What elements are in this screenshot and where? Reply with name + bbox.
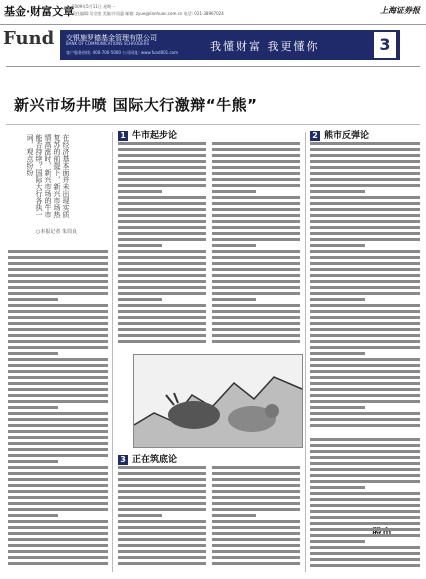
- body-text-block: [310, 438, 420, 572]
- text-line: [310, 250, 420, 253]
- text-line: [212, 214, 300, 217]
- text-line: [118, 526, 206, 529]
- text-line: [212, 538, 300, 541]
- text-line: [310, 238, 420, 241]
- page-header: [0, 0, 426, 25]
- text-line: [310, 534, 420, 537]
- text-line: [118, 262, 206, 265]
- text-line: [310, 394, 420, 397]
- text-line: [8, 334, 108, 337]
- fund-label: Fund: [3, 28, 55, 49]
- text-line: [8, 448, 108, 451]
- text-line: [118, 250, 206, 253]
- text-line: [8, 268, 108, 271]
- text-line: [118, 502, 206, 505]
- article-headline: 新兴市场井喷 国际大行激辩“牛熊”: [14, 96, 258, 114]
- intro-author: ○本报记者 朱周良: [36, 229, 77, 235]
- text-line: [8, 550, 108, 553]
- text-line: [212, 166, 300, 169]
- text-line: [8, 472, 108, 475]
- text-line: [118, 208, 206, 211]
- text-line: [310, 364, 420, 367]
- ad-banner: [60, 30, 400, 60]
- text-line: [212, 556, 300, 559]
- text-line: [310, 486, 365, 489]
- section-badge: 1: [118, 131, 128, 141]
- text-line: [310, 456, 420, 459]
- text-line: [118, 184, 206, 187]
- section-3-heading: [118, 452, 177, 465]
- text-line: [310, 298, 365, 301]
- text-line: [8, 250, 108, 253]
- text-line: [212, 178, 300, 181]
- text-line: [310, 522, 420, 525]
- text-line: [310, 352, 365, 355]
- text-line: [8, 532, 108, 535]
- text-line: [8, 412, 108, 415]
- text-line: [8, 460, 58, 463]
- text-line: [310, 424, 420, 427]
- text-line: [310, 498, 420, 501]
- text-line: [212, 340, 300, 343]
- stock-market-illustration: [133, 354, 303, 448]
- text-line: [310, 328, 420, 331]
- text-line: [118, 268, 206, 271]
- banner-hotline: 客户服务热线: 400-700-5000 公司网址: www.fund001.com: [66, 50, 179, 55]
- text-line: [310, 148, 420, 151]
- text-line: [8, 520, 108, 523]
- text-line: [118, 322, 206, 325]
- section-2-heading: [310, 128, 369, 141]
- text-line: [310, 262, 420, 265]
- text-line: [310, 444, 420, 447]
- text-line: [118, 490, 206, 493]
- text-line: [8, 298, 58, 301]
- text-line: [310, 226, 420, 229]
- text-line: [212, 232, 300, 235]
- text-line: [8, 406, 58, 409]
- text-line: [118, 538, 206, 541]
- text-line: [212, 484, 300, 487]
- text-line: [212, 208, 300, 211]
- text-line: [118, 478, 206, 481]
- text-line: [310, 322, 420, 325]
- text-line: [212, 328, 300, 331]
- banner-slogan: 我懂财富 我更懂你: [210, 40, 320, 53]
- text-line: [212, 226, 300, 229]
- text-line: [310, 274, 420, 277]
- text-line: [212, 298, 256, 301]
- text-line: [310, 160, 420, 163]
- body-text-block: [310, 142, 420, 432]
- text-line: [212, 196, 300, 199]
- text-line: [8, 508, 108, 511]
- text-line: [212, 154, 300, 157]
- page-number: 3: [374, 32, 396, 58]
- text-line: [118, 178, 206, 181]
- text-line: [8, 502, 108, 505]
- text-line: [310, 492, 420, 495]
- text-line: [8, 376, 108, 379]
- text-line: [8, 442, 108, 445]
- text-line: [212, 262, 300, 265]
- text-line: [8, 514, 58, 517]
- text-line: [212, 322, 300, 325]
- text-line: [310, 286, 420, 289]
- text-line: [118, 220, 206, 223]
- text-line: [310, 184, 420, 187]
- text-line: [212, 268, 300, 271]
- text-line: [310, 196, 420, 199]
- text-line: [8, 388, 108, 391]
- text-line: [118, 202, 206, 205]
- text-line: [310, 310, 420, 313]
- text-line: [212, 286, 300, 289]
- text-line: [310, 546, 420, 549]
- text-line: [310, 154, 420, 157]
- text-line: [8, 280, 108, 283]
- text-line: [118, 154, 206, 157]
- text-line: [212, 334, 300, 337]
- text-line: [8, 430, 108, 433]
- text-line: [310, 418, 420, 421]
- text-line: [310, 480, 420, 483]
- section-title: 正在筑底论: [132, 455, 178, 465]
- text-line: [8, 304, 108, 307]
- text-line: [118, 280, 206, 283]
- text-line: [8, 256, 108, 259]
- text-line: [118, 274, 206, 277]
- text-line: [118, 142, 206, 145]
- text-line: [212, 508, 300, 511]
- text-line: [310, 370, 420, 373]
- text-line: [310, 280, 420, 283]
- text-line: [118, 148, 206, 151]
- text-line: [212, 292, 300, 295]
- text-line: [310, 208, 420, 211]
- text-line: [212, 274, 300, 277]
- text-line: [310, 516, 420, 519]
- text-line: [310, 142, 420, 145]
- text-line: [118, 328, 206, 331]
- text-line: [212, 142, 300, 145]
- text-line: [212, 526, 300, 529]
- bull-bear-artwork: [134, 355, 302, 447]
- text-line: [8, 538, 108, 541]
- text-line: [212, 550, 300, 553]
- text-line: [212, 502, 300, 505]
- text-line: [212, 304, 300, 307]
- text-line: [8, 424, 108, 427]
- text-line: [212, 280, 300, 283]
- text-line: [118, 304, 206, 307]
- text-line: [8, 316, 108, 319]
- text-line: [310, 400, 420, 403]
- text-line: [310, 244, 365, 247]
- text-line: [118, 544, 206, 547]
- text-line: [118, 310, 206, 313]
- column-divider: [112, 132, 113, 572]
- text-line: [8, 400, 108, 403]
- text-line: [118, 496, 206, 499]
- text-line: [118, 340, 206, 343]
- text-line: [8, 436, 108, 439]
- text-line: [118, 550, 206, 553]
- text-line: [212, 514, 256, 517]
- text-line: [212, 310, 300, 313]
- text-line: [8, 394, 108, 397]
- text-line: [310, 528, 420, 531]
- text-line: [118, 298, 162, 301]
- header-divider: [6, 66, 420, 67]
- text-line: [118, 232, 206, 235]
- text-line: [310, 304, 420, 307]
- text-line: [212, 520, 300, 523]
- text-line: [310, 256, 420, 259]
- section-badge: 2: [310, 131, 320, 141]
- text-line: [212, 238, 300, 241]
- text-line: [212, 202, 300, 205]
- text-line: [310, 340, 420, 343]
- text-line: [118, 466, 206, 469]
- text-line: [310, 202, 420, 205]
- section-badge: 3: [118, 455, 128, 465]
- text-line: [118, 562, 206, 565]
- text-line: [310, 316, 420, 319]
- text-line: [8, 490, 108, 493]
- text-line: [118, 484, 206, 487]
- text-line: [118, 166, 206, 169]
- text-line: [8, 496, 108, 499]
- text-line: [118, 244, 162, 247]
- text-line: [212, 220, 300, 223]
- text-line: [8, 346, 108, 349]
- text-line: [118, 316, 206, 319]
- text-line: [212, 544, 300, 547]
- text-line: [212, 490, 300, 493]
- text-line: [310, 388, 420, 391]
- text-line: [8, 322, 108, 325]
- column-divider: [305, 132, 306, 572]
- text-line: [310, 412, 420, 415]
- text-line: [310, 172, 420, 175]
- banner-company-en: BANK OF COMMUNICATIONS SCHRODERS: [66, 41, 150, 46]
- text-line: [118, 514, 162, 517]
- body-text-block: [8, 250, 108, 572]
- text-line: [212, 496, 300, 499]
- text-line: [310, 190, 365, 193]
- text-line: [310, 220, 420, 223]
- text-line: [8, 544, 108, 547]
- text-line: [118, 190, 162, 193]
- text-line: [118, 334, 206, 337]
- text-line: [118, 532, 206, 535]
- editor-line: 责任编辑:吴宗凯 美编:许再惠 邮箱: zyue@lianhuan.com.cn 电话: 021-38967024: [72, 11, 224, 16]
- text-line: [8, 286, 108, 289]
- text-line: [310, 504, 420, 507]
- text-line: [8, 526, 108, 529]
- text-line: [310, 510, 420, 513]
- text-line: [8, 484, 108, 487]
- text-line: [8, 370, 108, 373]
- text-line: [310, 406, 365, 409]
- text-line: [212, 316, 300, 319]
- banner-company-cn: 交银施罗德基金管理有限公司: [66, 34, 157, 42]
- text-line: [310, 268, 420, 271]
- text-line: [310, 166, 420, 169]
- section-1-heading: [118, 128, 177, 141]
- text-line: [310, 552, 420, 555]
- text-line: [8, 328, 108, 331]
- text-line: [310, 214, 420, 217]
- text-line: [8, 262, 108, 265]
- text-line: [310, 564, 420, 567]
- text-line: [310, 382, 420, 385]
- text-line: [310, 178, 420, 181]
- text-line: [8, 352, 58, 355]
- text-line: [8, 382, 108, 385]
- text-line: [310, 292, 420, 295]
- text-line: [212, 562, 300, 565]
- article-intro: 在经济基本面并未出现实质复苏的前提下，新兴市场热情高涨时，新兴市场的牛市能否持续？国际大行各执一词，观点纷纷: [26, 134, 70, 218]
- text-line: [212, 532, 300, 535]
- text-line: [8, 418, 108, 421]
- section-title: 牛市起步论: [132, 131, 178, 141]
- text-line: [8, 364, 108, 367]
- text-line: [212, 160, 300, 163]
- section-title: 基金·财富文章: [4, 5, 75, 18]
- text-line: [310, 450, 420, 453]
- text-line: [118, 292, 206, 295]
- text-line: [118, 520, 206, 523]
- text-line: [118, 508, 206, 511]
- text-line: [310, 232, 420, 235]
- text-line: [310, 468, 420, 471]
- text-line: [310, 358, 420, 361]
- text-line: [310, 346, 420, 349]
- text-line: [212, 250, 300, 253]
- text-line: [8, 340, 108, 343]
- text-line: [118, 286, 206, 289]
- text-line: [118, 196, 206, 199]
- text-line: [310, 376, 420, 379]
- text-line: [118, 214, 206, 217]
- text-line: [8, 562, 108, 565]
- text-line: [212, 172, 300, 175]
- text-line: [212, 244, 256, 247]
- body-text-block: [212, 142, 300, 350]
- text-line: [118, 172, 206, 175]
- text-line: [8, 274, 108, 277]
- text-line: [212, 184, 300, 187]
- text-line: [118, 256, 206, 259]
- text-line: [212, 148, 300, 151]
- text-line: [310, 558, 420, 561]
- newspaper-brand: 上海证券报: [380, 6, 420, 15]
- text-line: [212, 478, 300, 481]
- text-line: [118, 472, 206, 475]
- body-text-block: [118, 466, 206, 572]
- text-line: [118, 160, 206, 163]
- text-line: [118, 556, 206, 559]
- date-line: 2009年5月11日 星期一: [72, 4, 116, 9]
- text-line: [212, 466, 300, 469]
- body-text-block: [212, 466, 300, 572]
- text-line: [310, 334, 420, 337]
- text-line: [118, 226, 206, 229]
- text-line: [310, 474, 420, 477]
- section-title: 熊市反弹论: [324, 131, 370, 141]
- text-line: [310, 462, 420, 465]
- text-line: [8, 556, 108, 559]
- body-text-block: [118, 142, 206, 350]
- text-line: [212, 472, 300, 475]
- headline-divider: [6, 124, 420, 125]
- text-line: [8, 454, 108, 457]
- text-line: [8, 478, 108, 481]
- text-line: [212, 190, 256, 193]
- text-line: [212, 256, 300, 259]
- text-line: [310, 438, 420, 441]
- text-line: [118, 238, 206, 241]
- text-line: [310, 540, 365, 543]
- text-line: [8, 292, 108, 295]
- text-line: [8, 358, 108, 361]
- text-line: [8, 310, 108, 313]
- text-line: [8, 466, 108, 469]
